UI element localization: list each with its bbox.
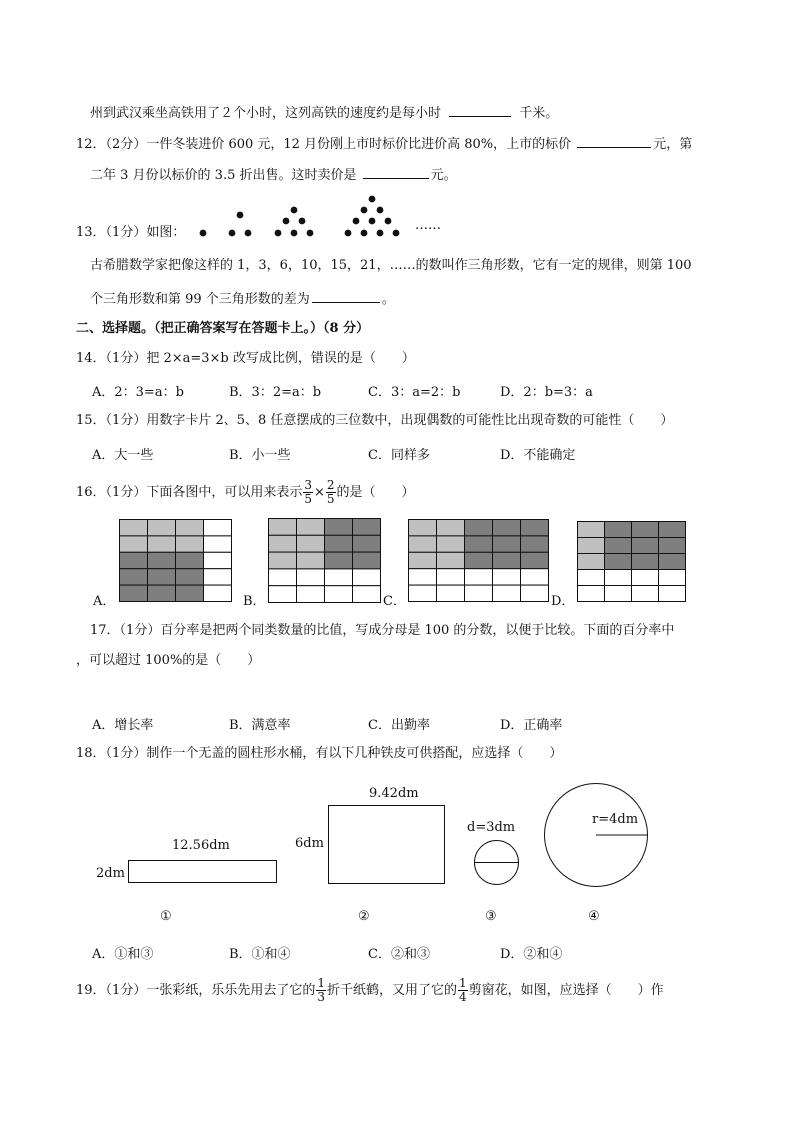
dot	[291, 207, 298, 214]
dot	[361, 230, 368, 237]
denominator: 5	[326, 492, 335, 506]
option-d[interactable]: D．不能确定	[500, 448, 576, 463]
grid-option-c[interactable]	[408, 519, 549, 603]
q13-prefix: 如图：	[146, 225, 186, 240]
circle-sheet-4	[543, 782, 649, 888]
dot	[369, 218, 376, 225]
option-b[interactable]: B．满意率	[229, 718, 291, 733]
question-score: （1分）	[105, 351, 147, 366]
q18-stem	[76, 745, 562, 763]
dot	[299, 218, 306, 225]
question-score: （1分）	[105, 746, 147, 761]
q16-text: 下面各图中，可以用来表示	[146, 485, 303, 500]
answer-blank[interactable]	[577, 133, 651, 148]
triangular-dots-figure	[195, 192, 445, 242]
dot	[345, 230, 352, 237]
dot	[237, 212, 244, 219]
answer-blank[interactable]	[363, 164, 429, 179]
dot	[283, 218, 290, 225]
question-number: 19．	[76, 983, 106, 998]
fraction-3-5	[303, 479, 313, 506]
option-c[interactable]: C．同样多	[368, 448, 430, 463]
question-number: 16．	[76, 485, 106, 500]
dot	[291, 230, 298, 237]
circle-sheet-3	[472, 839, 522, 887]
option-d[interactable]: D．正确率	[500, 718, 563, 733]
dot	[200, 230, 207, 237]
q15-text: 用数字卡片 2、5、8 任意摆成的三位数中，出现偶数的可能性比出现奇数的可能性（ ）	[146, 413, 674, 428]
q18-text: 制作一个无盖的圆柱形水桶，有以下几种铁皮可供搭配，应选择（ ）	[146, 746, 563, 761]
denominator: 3	[317, 990, 325, 1004]
q17-text: 百分率是把两个同类数量的比值，写成分母是 100 的分数，以便于比较。下面的百分率中	[160, 623, 675, 638]
question-number: 18．	[76, 746, 106, 761]
q14-stem	[76, 350, 415, 368]
numerator: 3	[304, 478, 312, 492]
grid-label-c[interactable]: C．	[383, 594, 406, 609]
option-b[interactable]: B．小一些	[229, 448, 291, 463]
grid-label-b[interactable]: B．	[243, 594, 266, 609]
option-a[interactable]: A．①和③	[92, 947, 154, 962]
dot	[385, 218, 392, 225]
answer-blank[interactable]	[449, 102, 511, 117]
denominator: 4	[459, 990, 467, 1004]
mark-2: ②	[358, 909, 370, 924]
answer-blank[interactable]	[312, 288, 380, 303]
q13-text3: 个三角形数和第 99 个三角形数的差为	[90, 292, 310, 307]
numerator: 2	[326, 478, 335, 492]
option-a[interactable]: A．2：3=a：b	[92, 385, 184, 400]
dot	[245, 230, 252, 237]
grid-label-a[interactable]: A．	[93, 594, 116, 609]
grid-option-a[interactable]	[119, 519, 233, 603]
question-number: 17．	[90, 623, 120, 638]
q19-stem	[76, 977, 664, 1004]
q19-text2: 折千纸鹤，又用了它的	[326, 983, 457, 998]
dot	[307, 230, 314, 237]
circle4-radius-label: r=4dm	[592, 812, 639, 827]
section-title: 二、选择题。（把正确答案写在答题卡上。）（8 分）	[76, 321, 370, 336]
q13-line2: 古希腊数学家把像这样的 1，3，6，10，15，21，……的数叫作三角形数，它有一定的规律，则第 100	[90, 258, 692, 273]
numerator: 1	[317, 976, 325, 990]
option-d[interactable]: D．2：b=3：a	[500, 385, 593, 400]
q17-line2: ，可以超过 100%的是（ ）	[76, 653, 261, 668]
q12-line2	[90, 164, 457, 185]
q19-text: 一张彩纸，乐乐先用去了它的	[146, 983, 316, 998]
q12-text-end: 元，第	[653, 137, 693, 152]
question-score: （1分）	[105, 413, 147, 428]
option-a[interactable]: A．大一些	[92, 448, 154, 463]
q16-text-end: 的是（ ）	[336, 485, 415, 500]
fraction-1-4	[458, 977, 468, 1004]
option-b[interactable]: B．①和④	[229, 947, 291, 962]
rect2-height-label: 6dm	[295, 836, 324, 851]
mark-3: ③	[485, 909, 497, 924]
q19-text3: 剪窗花，如图，应选择（ ）作	[468, 983, 664, 998]
dot	[377, 207, 384, 214]
q11-unit: 千米。	[519, 106, 559, 121]
fraction-2-5	[326, 479, 336, 506]
q12-unit: 元。	[430, 168, 457, 183]
grid-option-b[interactable]	[268, 518, 382, 604]
dot	[353, 218, 360, 225]
question-score: （1分）	[105, 225, 147, 240]
option-b[interactable]: B．3：2=a：b	[229, 385, 322, 400]
numerator: 1	[459, 976, 467, 990]
question-score: （1分）	[105, 485, 147, 500]
mark-1: ①	[160, 909, 172, 924]
rect-sheet-1	[128, 860, 278, 884]
option-c[interactable]: C．②和③	[368, 947, 430, 962]
grid-option-d[interactable]	[577, 521, 687, 603]
rect-sheet-2	[328, 805, 446, 885]
question-number: 13．	[76, 225, 106, 240]
rect1-height-label: 2dm	[96, 866, 125, 881]
dot	[229, 230, 236, 237]
question-score: （1分）	[119, 623, 161, 638]
dot	[361, 207, 368, 214]
mark-4: ④	[588, 909, 600, 924]
times-sign: ×	[313, 485, 325, 500]
question-number: 12．	[76, 137, 106, 152]
option-a[interactable]: A．增长率	[92, 718, 154, 733]
dot	[369, 196, 376, 203]
q13-line3	[90, 288, 395, 309]
q16-stem	[76, 479, 415, 506]
question-number: 14．	[76, 351, 106, 366]
grid-label-d[interactable]: D．	[551, 594, 575, 609]
rect1-length-label: 12.56dm	[172, 838, 230, 853]
circle3-diameter-label: d=3dm	[467, 820, 516, 835]
option-d[interactable]: D．②和④	[500, 947, 563, 962]
question-number: 15．	[76, 413, 106, 428]
q11-text: 州到武汉乘坐高铁用了２个小时，这列高铁的速度约是每小时	[90, 106, 442, 121]
q13-end: 。	[381, 292, 395, 307]
question-score: （2分）	[105, 137, 147, 152]
q12-text: 一件冬装进价 600 元，12 月份刚上市时标价比进价高 80%，上市的标价	[146, 137, 572, 152]
q15-stem	[76, 412, 673, 430]
denominator: 5	[304, 492, 312, 506]
q12-line1	[76, 133, 692, 154]
q11-line	[90, 102, 558, 123]
option-c[interactable]: C．3：a=2：b	[368, 385, 461, 400]
q13-ellipsis: ……	[415, 218, 441, 233]
q14-text: 把 2×a=3×b 改写成比例，错误的是（ ）	[146, 351, 415, 366]
fraction-1-3	[316, 977, 326, 1004]
rect2-length-label: 9.42dm	[369, 786, 419, 801]
q13-line1	[76, 224, 185, 242]
q12-text2: 二年 3 月份以标价的 3.5 折出售。这时卖价是	[90, 168, 357, 183]
dot	[377, 230, 384, 237]
question-score: （1分）	[105, 983, 147, 998]
option-c[interactable]: C．出勤率	[368, 718, 430, 733]
dot	[393, 230, 400, 237]
dot	[275, 230, 282, 237]
q17-line1	[90, 622, 674, 640]
